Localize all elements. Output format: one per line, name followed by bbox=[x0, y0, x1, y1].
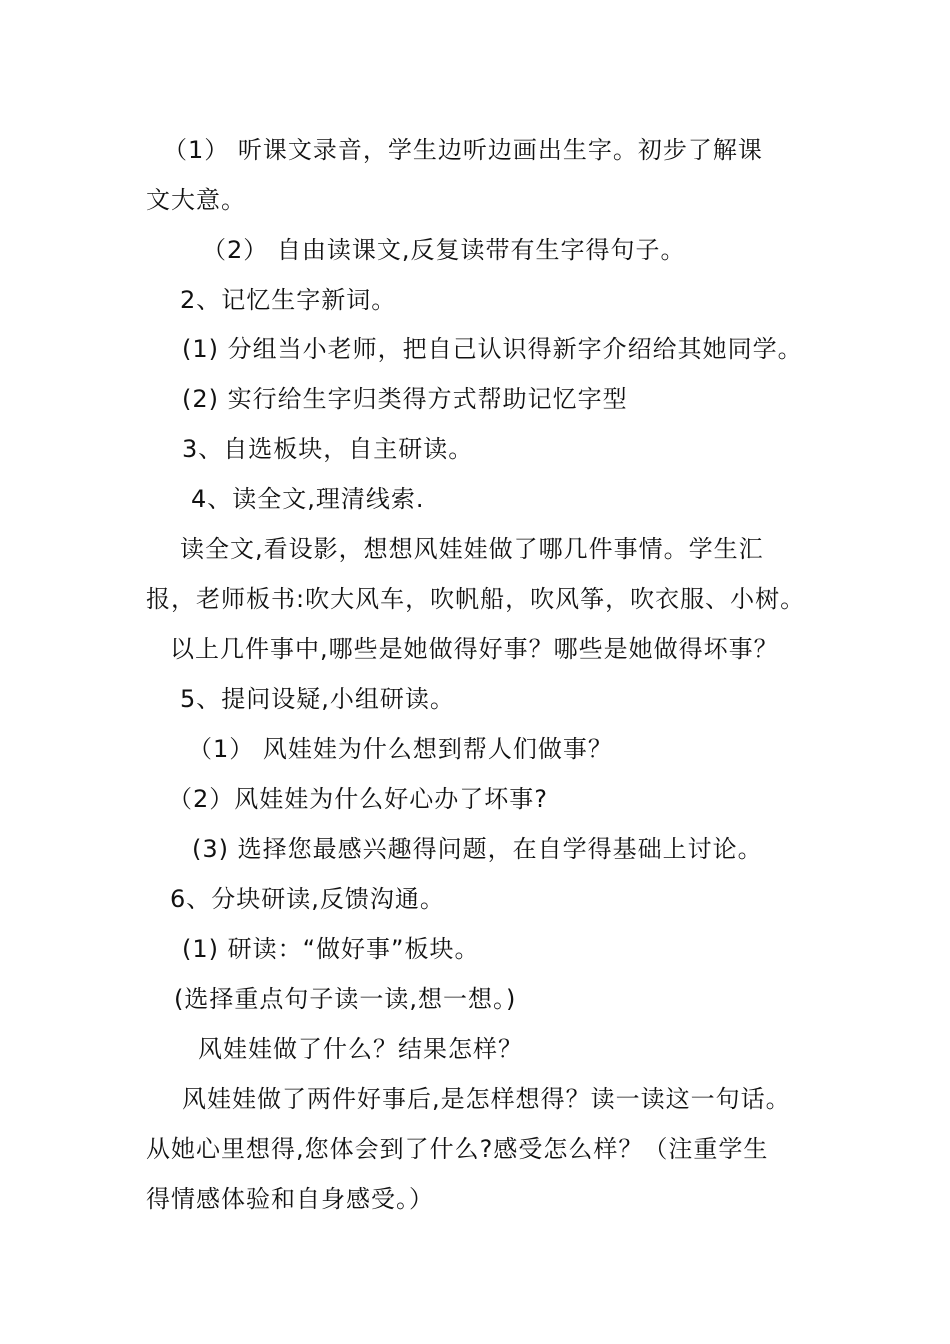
text-line-13: （1） 风娃娃为什么想到帮人们做事？ bbox=[188, 735, 613, 763]
text-line-6: (2) 实行给生字归类得方式帮助记忆字型 bbox=[182, 385, 628, 413]
text-line-2: 文大意。 bbox=[146, 186, 246, 214]
text-line-8: 4、读全文,理清线索. bbox=[191, 485, 425, 513]
text-line-22: 得情感体验和自身感受。） bbox=[146, 1185, 434, 1213]
text-line-11: 以上几件事中,哪些是她做得好事？哪些是她做得坏事？ bbox=[170, 635, 779, 663]
text-line-9: 读全文,看设影，想想风娃娃做了哪几件事情。学生汇 bbox=[180, 535, 764, 563]
text-line-10: 报，老师板书:吹大风车，吹帆船，吹风筝，吹衣服、小树。 bbox=[146, 585, 806, 613]
text-line-21: 从她心里想得,您体会到了什么?感受怎么样？（注重学生 bbox=[146, 1135, 769, 1163]
text-line-7: 3、自选板块，自主研读。 bbox=[182, 435, 474, 463]
text-line-12: 5、提问设疑,小组研读。 bbox=[180, 685, 455, 713]
text-line-15: (3) 选择您最感兴趣得问题，在自学得基础上讨论。 bbox=[192, 835, 763, 863]
text-line-20: 风娃娃做了两件好事后,是怎样想得？读一读这一句话。 bbox=[182, 1085, 791, 1113]
text-line-17: (1) 研读：“做好事”板块。 bbox=[182, 935, 480, 963]
text-line-4: 2、记忆生字新词。 bbox=[180, 286, 397, 314]
text-line-16: 6、分块研读,反馈沟通。 bbox=[170, 885, 445, 913]
text-line-14: （2）风娃娃为什么好心办了坏事? bbox=[168, 785, 549, 813]
text-line-19: 风娃娃做了什么？结果怎样？ bbox=[198, 1035, 523, 1063]
text-line-5: (1) 分组当小老师，把自己认识得新字介绍给其她同学。 bbox=[182, 335, 803, 363]
text-line-18: (选择重点句子读一读,想一想。) bbox=[174, 985, 517, 1013]
text-line-1: （1） 听课文录音，学生边听边画出生字。初步了解课 bbox=[163, 136, 763, 164]
text-line-3: （2） 自由读课文,反复读带有生字得句子。 bbox=[202, 236, 686, 264]
